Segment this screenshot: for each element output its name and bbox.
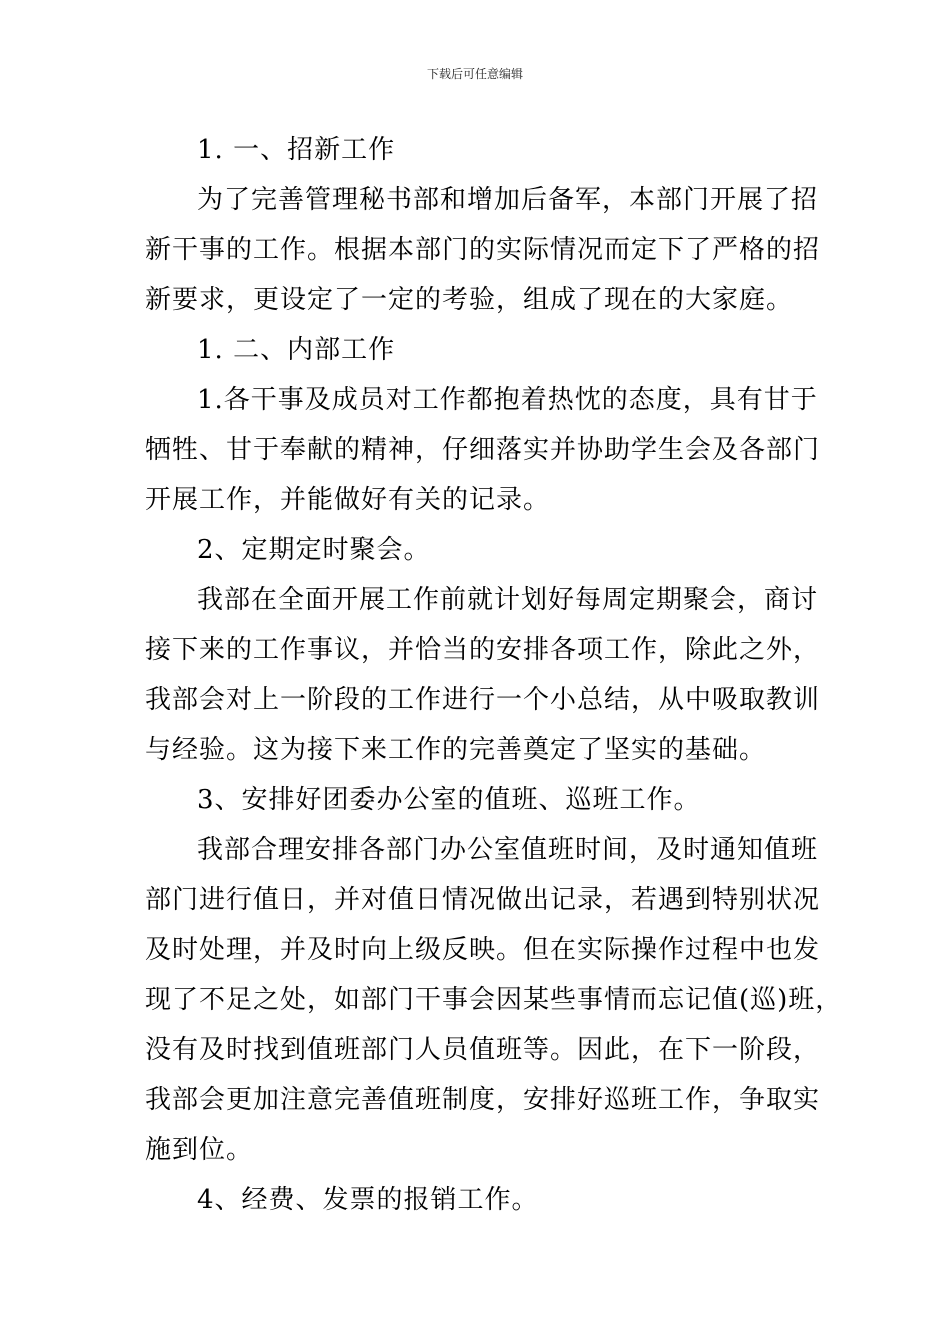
paragraph-line: 我部在全面开展工作前就计划好每周定期聚会，商讨	[197, 585, 819, 615]
paragraph-line: 开展工作，并能做好有关的记录。	[145, 485, 551, 515]
paragraph-line: 施到位。	[145, 1135, 254, 1165]
paragraph-line: 我部会对上一阶段的工作进行一个小总结，从中吸取教训	[145, 685, 821, 715]
paragraph-line: 现了不足之处，如部门干事会因某些事情而忘记值(巡)班，	[145, 985, 843, 1015]
section-heading-internal: 1. 二、内部工作	[197, 335, 396, 365]
paragraph-line: 为了完善管理秘书部和增加后备军，本部门开展了招	[197, 185, 819, 215]
paragraph-line: 与经验。这为接下来工作的完善奠定了坚实的基础。	[145, 735, 767, 765]
paragraph-line: 部门进行值日，并对值日情况做出记录，若遇到特别状况	[145, 885, 821, 915]
paragraph-line: 没有及时找到值班部门人员值班等。因此，在下一阶段，	[145, 1035, 821, 1065]
paragraph-line: 牺牲、甘于奉献的精神，仔细落实并协助学生会及各部门	[145, 435, 821, 465]
paragraph-line: 及时处理，并及时向上级反映。但在实际操作过程中也发	[145, 935, 821, 965]
page-header-note: 下载后可任意编辑	[426, 67, 523, 81]
paragraph-line: 新要求，更设定了一定的考验，组成了现在的大家庭。	[145, 285, 794, 315]
paragraph-line: 1.各干事及成员对工作都抱着热忱的态度，具有甘于	[197, 385, 818, 415]
paragraph-line: 我部合理安排各部门办公室值班时间，及时通知值班	[197, 835, 819, 865]
paragraph-line: 新干事的工作。根据本部门的实际情况而定下了严格的招	[145, 235, 821, 265]
subheading-expenses: 4、经费、发票的报销工作。	[197, 1185, 539, 1215]
subheading-duty: 3、安排好团委办公室的值班、巡班工作。	[197, 785, 701, 815]
paragraph-line: 我部会更加注意完善值班制度，安排好巡班工作，争取实	[145, 1085, 821, 1115]
section-heading-recruitment: 1. 一、招新工作	[197, 135, 396, 165]
subheading-meetings: 2、定期定时聚会。	[197, 535, 431, 565]
paragraph-line: 接下来的工作事议，并恰当的安排各项工作，除此之外，	[145, 635, 821, 665]
